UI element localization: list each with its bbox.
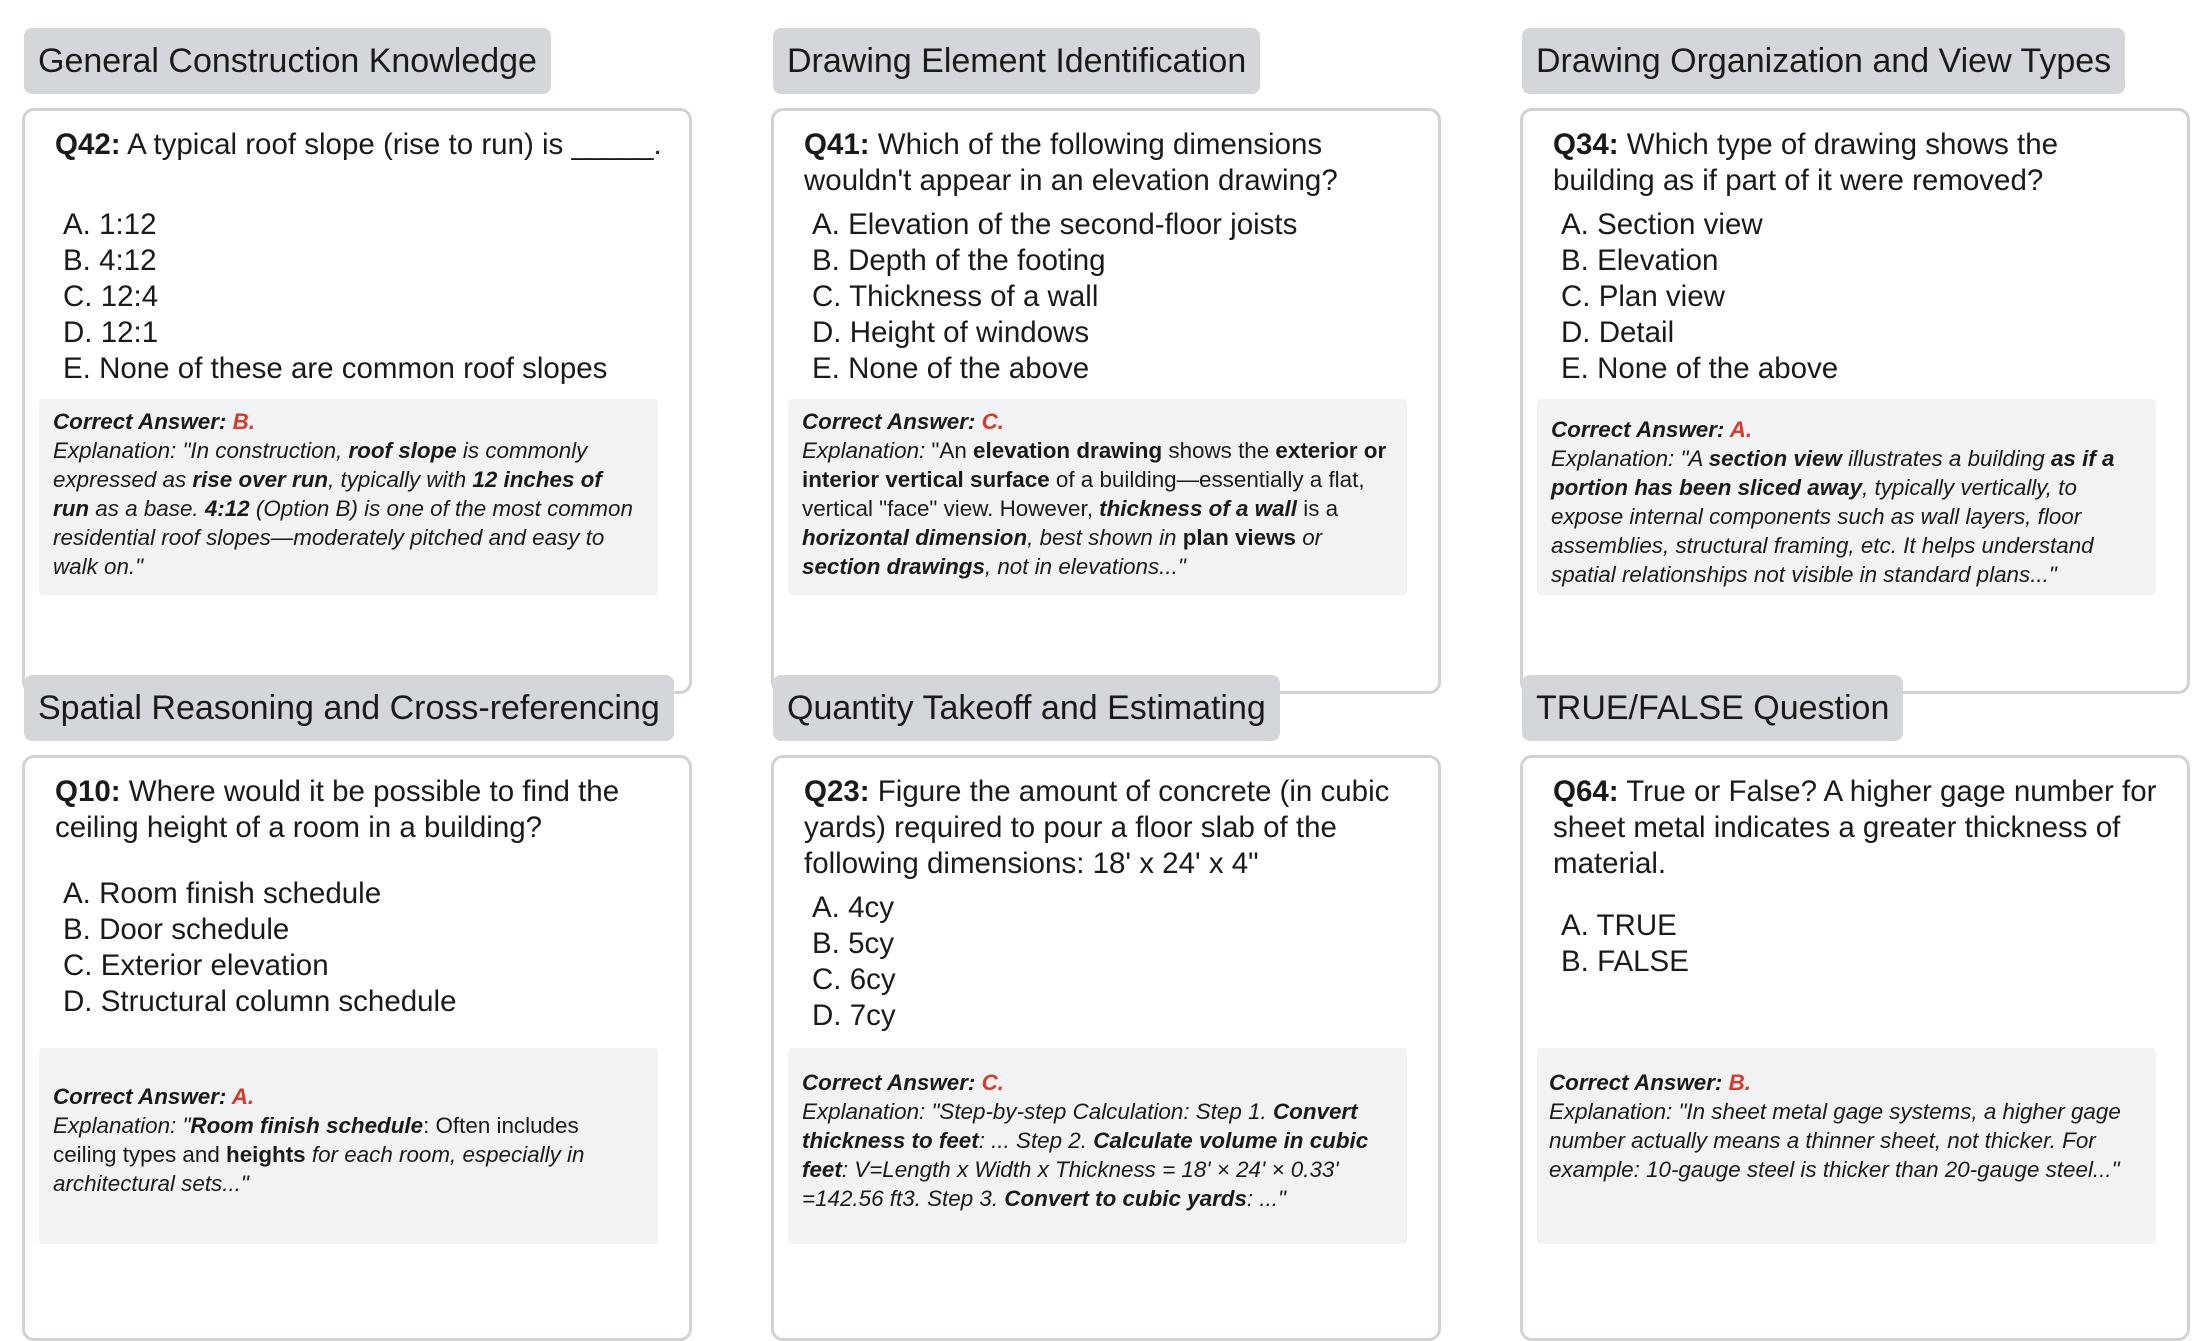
answer-box [39, 1048, 658, 1244]
explanation-emphasis: Convert to cubic yards [1004, 1186, 1247, 1211]
explanation-text: , not in elevations..." [984, 554, 1186, 579]
options-list [63, 876, 457, 1020]
option-e[interactable]: E. None of these are common roof slopes [63, 352, 608, 385]
question-id: Q10: [55, 775, 121, 808]
explanation [802, 1097, 1393, 1213]
explanation-text: : ..." [1246, 1186, 1286, 1211]
explanation-text: illustrates a building [1841, 446, 2051, 471]
option-d[interactable]: D. Height of windows [812, 316, 1090, 349]
explanation [53, 1111, 644, 1198]
category-tab: Drawing Organization and View Types [1522, 28, 2125, 94]
option-c[interactable]: C. Plan view [1561, 280, 1725, 313]
explanation-text: for each room, especially in architectural sets..." [53, 1142, 585, 1196]
explanation-text: : V=Length x Width x Thickness = 18' × 24' × 0.33' =142.56 ft3. Step 3. [802, 1157, 1339, 1211]
explanation-text: (Option B) is one of the most common residential roof slopes—moderately pitched and easy to walk on." [53, 496, 633, 579]
question-text [55, 774, 665, 846]
category-tab: Drawing Element Identification [773, 28, 1260, 94]
explanation-emphasis: horizontal dimension [802, 525, 1028, 550]
question-card [1520, 108, 2190, 694]
answer-box [1537, 399, 2156, 595]
options-list [63, 207, 607, 387]
explanation-text: Explanation: " [53, 1113, 191, 1138]
correct-answer-label: Correct Answer: [53, 409, 233, 434]
option-c[interactable]: C. Thickness of a wall [812, 280, 1099, 313]
question-id: Q41: [804, 128, 870, 161]
explanation [53, 436, 644, 581]
option-a[interactable]: A. Section view [1561, 208, 1763, 241]
question-text [1553, 127, 2163, 199]
explanation-text: : ... Step 2. [978, 1128, 1094, 1153]
correct-answer-letter: C. [981, 409, 1004, 434]
explanation-emphasis: section view [1708, 446, 1842, 471]
option-a[interactable]: A. 4cy [812, 891, 894, 924]
question-body: Which of the following dimensions wouldn't appear in an elevation drawing? [804, 128, 1338, 197]
question-card [22, 755, 692, 1341]
explanation [1549, 1097, 2142, 1184]
explanation-text: , typically with [328, 467, 473, 492]
question-card [22, 108, 692, 694]
explanation-emphasis: roof slope [348, 438, 457, 463]
explanation-text: is commonly expressed as [53, 438, 588, 492]
explanation-emphasis: rise over run [192, 467, 329, 492]
explanation-text: Explanation: "Step-by-step Calculation: Step 1. [802, 1099, 1273, 1124]
answer-box [788, 399, 1407, 595]
question-id: Q34: [1553, 128, 1619, 161]
explanation-text: shows the [1162, 438, 1276, 463]
explanation-emphasis: Calculate volume in cubic feet [802, 1128, 1369, 1182]
question-body: A typical roof slope (rise to run) is _____. [120, 128, 662, 161]
correct-answer-label: Correct Answer: [1549, 1070, 1729, 1095]
explanation-text: Explanation: "In construction, [53, 438, 349, 463]
option-a[interactable]: A. TRUE [1561, 909, 1677, 942]
explanation-emphasis: plan views [1182, 525, 1296, 550]
explanation-text: Explanation: "In sheet metal gage systems, a higher gage number actually means a thinner sheet, not thicker. For example: 10-gauge steel is thicker than 20-gauge steel..." [1549, 1099, 2121, 1182]
question-body: Which type of drawing shows the building as if part of it were removed? [1553, 128, 2059, 197]
category-tab: Spatial Reasoning and Cross-referencing [24, 675, 674, 741]
question-text [1553, 774, 2163, 882]
correct-answer-label: Correct Answer: [53, 1084, 232, 1109]
correct-answer-label: Correct Answer: [802, 1070, 982, 1095]
explanation-text: as a base. [89, 496, 205, 521]
correct-answer-letter: B. [232, 409, 255, 434]
explanation-text: Explanation: [802, 438, 932, 463]
explanation-emphasis: as if a portion has been sliced away [1551, 446, 2115, 500]
explanation-emphasis: thickness of a wall [1099, 496, 1297, 521]
explanation-emphasis: Room finish schedule [190, 1113, 424, 1138]
option-b[interactable]: B. 5cy [812, 927, 894, 960]
options-list [812, 890, 896, 1034]
explanation-emphasis: elevation drawing [973, 438, 1163, 463]
question-card [771, 108, 1441, 694]
explanation-emphasis: heights [226, 1142, 306, 1167]
correct-answer-letter: B. [1728, 1070, 1751, 1095]
correct-answer-letter: A. [231, 1084, 255, 1109]
question-text [55, 127, 665, 163]
answer-box [1537, 1048, 2156, 1244]
options-list [812, 207, 1297, 387]
question-id: Q23: [804, 775, 870, 808]
category-tab: General Construction Knowledge [24, 28, 551, 94]
options-list [1561, 908, 1689, 980]
option-b[interactable]: B. Door schedule [63, 913, 290, 946]
option-d[interactable]: D. Structural column schedule [63, 985, 457, 1018]
option-b[interactable]: B. 4:12 [63, 244, 157, 277]
correct-answer-letter: C. [981, 1070, 1004, 1095]
option-d[interactable]: D. 7cy [812, 999, 896, 1032]
option-d[interactable]: D. 12:1 [63, 316, 159, 349]
option-c[interactable]: C. Exterior elevation [63, 949, 329, 982]
option-e[interactable]: E. None of the above [812, 352, 1090, 385]
explanation-emphasis: Convert thickness to feet [802, 1099, 1358, 1153]
option-d[interactable]: D. Detail [1561, 316, 1675, 349]
question-id: Q42: [55, 128, 121, 161]
explanation-text: is a [1297, 496, 1339, 521]
explanation [802, 436, 1393, 581]
question-card [1520, 755, 2190, 1341]
option-e[interactable]: E. None of the above [1561, 352, 1839, 385]
correct-answer-label: Correct Answer: [802, 409, 982, 434]
question-body: Where would it be possible to find the ceiling height of a room in a building? [55, 775, 620, 844]
answer-box [788, 1048, 1407, 1244]
explanation-text: Explanation: "A [1551, 446, 1709, 471]
explanation [1551, 444, 2142, 589]
option-c[interactable]: C. 6cy [812, 963, 896, 996]
question-body: Figure the amount of concrete (in cubic yards) required to pour a floor slab of the following dimensions: 18' x 24' x 4" [804, 775, 1390, 880]
question-text [804, 127, 1414, 199]
answer-box [39, 399, 658, 595]
explanation-text: or [1295, 525, 1323, 550]
option-a[interactable]: A. Elevation of the second-floor joists [812, 208, 1298, 241]
category-tab: Quantity Takeoff and Estimating [773, 675, 1280, 741]
option-a[interactable]: A. 1:12 [63, 208, 157, 241]
question-text [804, 774, 1414, 882]
option-a[interactable]: A. Room finish schedule [63, 877, 382, 910]
option-b[interactable]: B. FALSE [1561, 945, 1689, 978]
option-b[interactable]: B. Depth of the footing [812, 244, 1106, 277]
option-b[interactable]: B. Elevation [1561, 244, 1719, 277]
question-card [771, 755, 1441, 1341]
explanation-text: : Often includes ceiling types and [53, 1113, 579, 1167]
explanation-emphasis: exterior or interior vertical surface [802, 438, 1387, 492]
explanation-emphasis: section drawings [802, 554, 985, 579]
explanation-text: , best shown in [1027, 525, 1183, 550]
option-c[interactable]: C. 12:4 [63, 280, 159, 313]
explanation-emphasis: 12 inches of run [53, 467, 602, 521]
explanation-text: of a building—essentially a flat, vertical "face" view. However, [802, 467, 1365, 521]
explanation-emphasis: 4:12 [204, 496, 250, 521]
correct-answer-letter: A. [1729, 417, 1753, 442]
explanation-text: , typically vertically, to expose internal components such as wall layers, floor assemblies, structural framing, etc. It helps understand spatial relationships not visible in standard plans..." [1551, 475, 2094, 587]
correct-answer-label: Correct Answer: [1551, 417, 1730, 442]
options-list [1561, 207, 1838, 387]
question-id: Q64: [1553, 775, 1619, 808]
question-body: True or False? A higher gage number for sheet metal indicates a greater thickness of material. [1553, 775, 2157, 880]
explanation-text: "An [931, 438, 974, 463]
category-tab: TRUE/FALSE Question [1522, 675, 1903, 741]
